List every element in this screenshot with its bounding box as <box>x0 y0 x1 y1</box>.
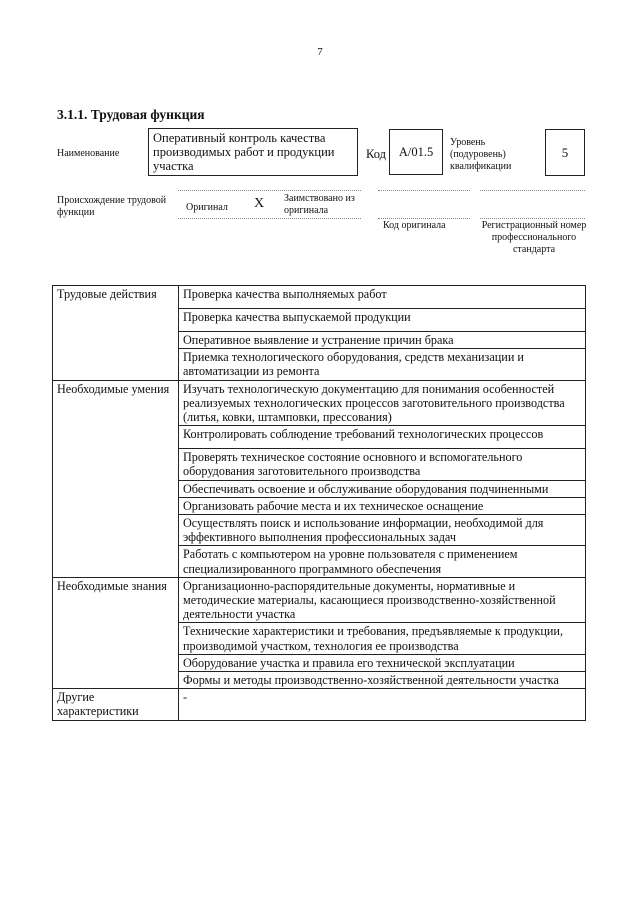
table-cell: Обеспечивать освоение и обслуживание оборудования подчиненными <box>179 480 586 497</box>
name-label: Наименование <box>57 148 120 159</box>
table-cell: Контролировать соблюдение требований технологических процессов <box>179 426 586 449</box>
page-number: 7 <box>317 46 323 58</box>
table-cell: - <box>179 689 586 720</box>
table-cell: Оперативное выявление и устранение причин брака <box>179 332 586 349</box>
table-cell: Проверять техническое состояние основного и вспомогательного оборудования заготовительного производства <box>179 449 586 480</box>
table-cell: Проверка качества выпускаемой продукции <box>179 309 586 332</box>
category-cell: Необходимые знания <box>53 577 179 688</box>
code-original-cell <box>378 190 470 219</box>
table-row <box>53 689 586 720</box>
table-cell: Приемка технологического оборудования, средств механизации и автоматизации из ремонта <box>179 349 586 380</box>
table-cell: Технические характеристики и требования, предъявляемые к продукции, производимой участком, технология ее производства <box>179 623 586 654</box>
function-name-box: Оперативный контроль качества производимых работ и продукции участка <box>148 128 358 176</box>
registration-cell <box>480 190 585 219</box>
code-label: Код <box>366 147 386 161</box>
table-cell: Организовать рабочие места и их техническое оснащение <box>179 497 586 514</box>
table-row <box>53 286 586 309</box>
category-cell: Трудовые действия <box>53 286 179 381</box>
table-cell: Оборудование участка и правила его технической эксплуатации <box>179 654 586 671</box>
table-cell: Проверка качества выполняемых работ <box>179 286 586 309</box>
table-cell: Осуществлять поиск и использование информации, необходимой для эффективного выполнения профессиональных задач <box>179 515 586 546</box>
category-cell: Другие характеристики <box>53 689 179 720</box>
level-box: 5 <box>545 129 585 176</box>
table-cell: Работать с компьютером на уровне пользователя с применением специализированного программного обеспечения <box>179 546 586 577</box>
code-box: A/01.5 <box>389 129 443 175</box>
section-title: 3.1.1. Трудовая функция <box>57 107 205 122</box>
borrowed-label: Заимствовано из оригинала <box>284 193 355 216</box>
table-cell: Организационно-распорядительные документы, нормативные и методические материалы, касающиеся производственно-хозяйственной деятельности участка <box>179 577 586 623</box>
category-cell: Необходимые умения <box>53 380 179 577</box>
code-original-label: Код оригинала <box>383 220 446 231</box>
table-row <box>53 380 586 426</box>
table-row <box>53 577 586 623</box>
origin-label: Происхождение трудовой функции <box>57 195 167 218</box>
original-mark: X <box>254 196 265 211</box>
labor-function-table <box>52 285 586 721</box>
table-cell: Формы и методы производственно-хозяйственной деятельности участка <box>179 672 586 689</box>
table-cell: Изучать технологическую документацию для понимания особенностей реализуемых технологических процессов заготовительного производства (литья, ковки, штамповки, прессования) <box>179 380 586 426</box>
original-label: Оригинал <box>186 202 228 213</box>
registration-label: Регистрационный номер профессионального стандарта <box>481 220 587 255</box>
level-label: Уровень (подуровень) квалификации <box>450 137 512 172</box>
